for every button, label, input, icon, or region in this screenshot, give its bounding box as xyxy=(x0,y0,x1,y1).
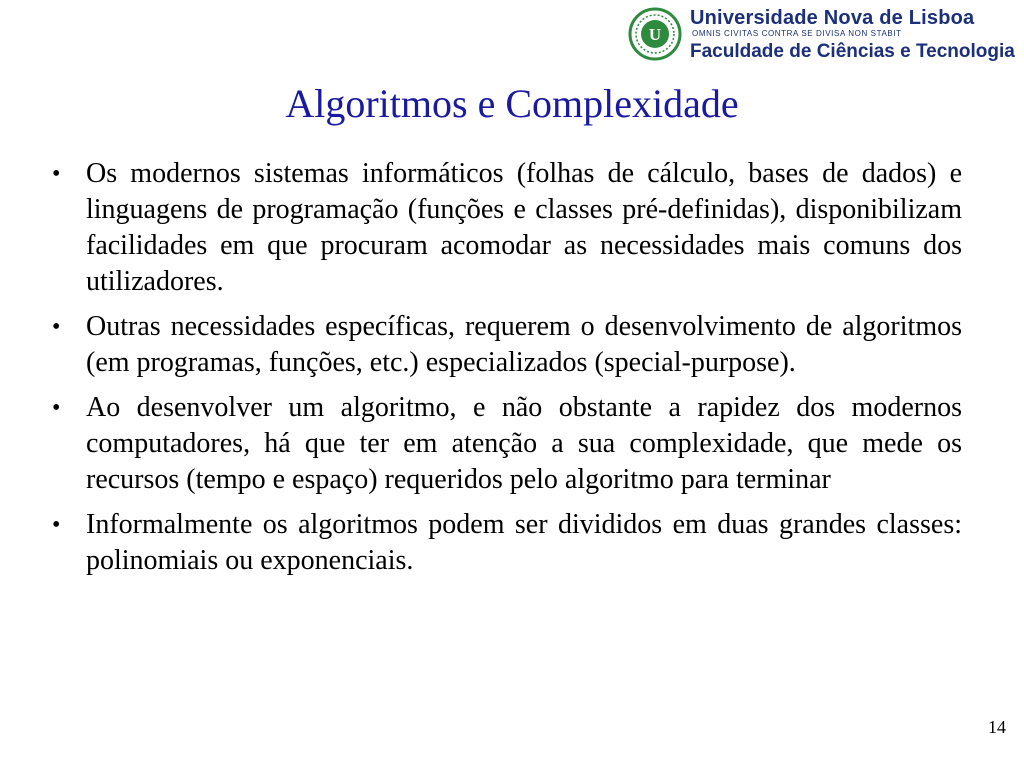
bullet-item xyxy=(52,507,962,579)
bullet-text: Informalmente os algoritmos podem ser divididos em duas grandes classes: polinomiais ou exponenciais. xyxy=(86,509,962,576)
svg-text:U: U xyxy=(648,25,662,44)
university-motto: OMNIS CIVITAS CONTRA SE DIVISA NON STABIT xyxy=(692,28,902,38)
bullet-text: Os modernos sistemas informáticos (folhas de cálculo, bases de dados) e linguagens de programação (funções e classes pré-definidas), disponibilizam facilidades em que procuram acomodar as necessidades mais comuns dos utilizadores. xyxy=(86,158,962,297)
page-number: 14 xyxy=(988,717,1006,737)
bullet-text: Outras necessidades específicas, requerem o desenvolvimento de algoritmos (em programas, funções, etc.) especializados (special-purpose). xyxy=(86,311,962,378)
university-name: Universidade Nova de Lisboa xyxy=(690,6,975,29)
bullet-item xyxy=(52,390,962,498)
bullet-marker: • xyxy=(52,314,61,340)
bullet-text: Ao desenvolver um algoritmo, e não obstante a rapidez dos modernos computadores, há que ter em atenção a sua complexidade, que mede os recursos (tempo e espaço) requeridos pelo algoritmo para terminar xyxy=(86,392,962,495)
faculty-name: Faculdade de Ciências e Tecnologia xyxy=(690,40,1015,62)
bullet-list xyxy=(52,156,962,588)
university-seal-icon xyxy=(628,7,682,61)
logo-text xyxy=(690,8,1015,61)
bullet-item xyxy=(52,156,962,300)
bullet-marker: • xyxy=(52,395,61,421)
university-logo xyxy=(628,2,1016,66)
bullet-marker: • xyxy=(52,512,61,538)
bullet-marker: • xyxy=(52,161,61,187)
slide-title: Algoritmos e Complexidade xyxy=(285,81,739,126)
bullet-item xyxy=(52,309,962,381)
